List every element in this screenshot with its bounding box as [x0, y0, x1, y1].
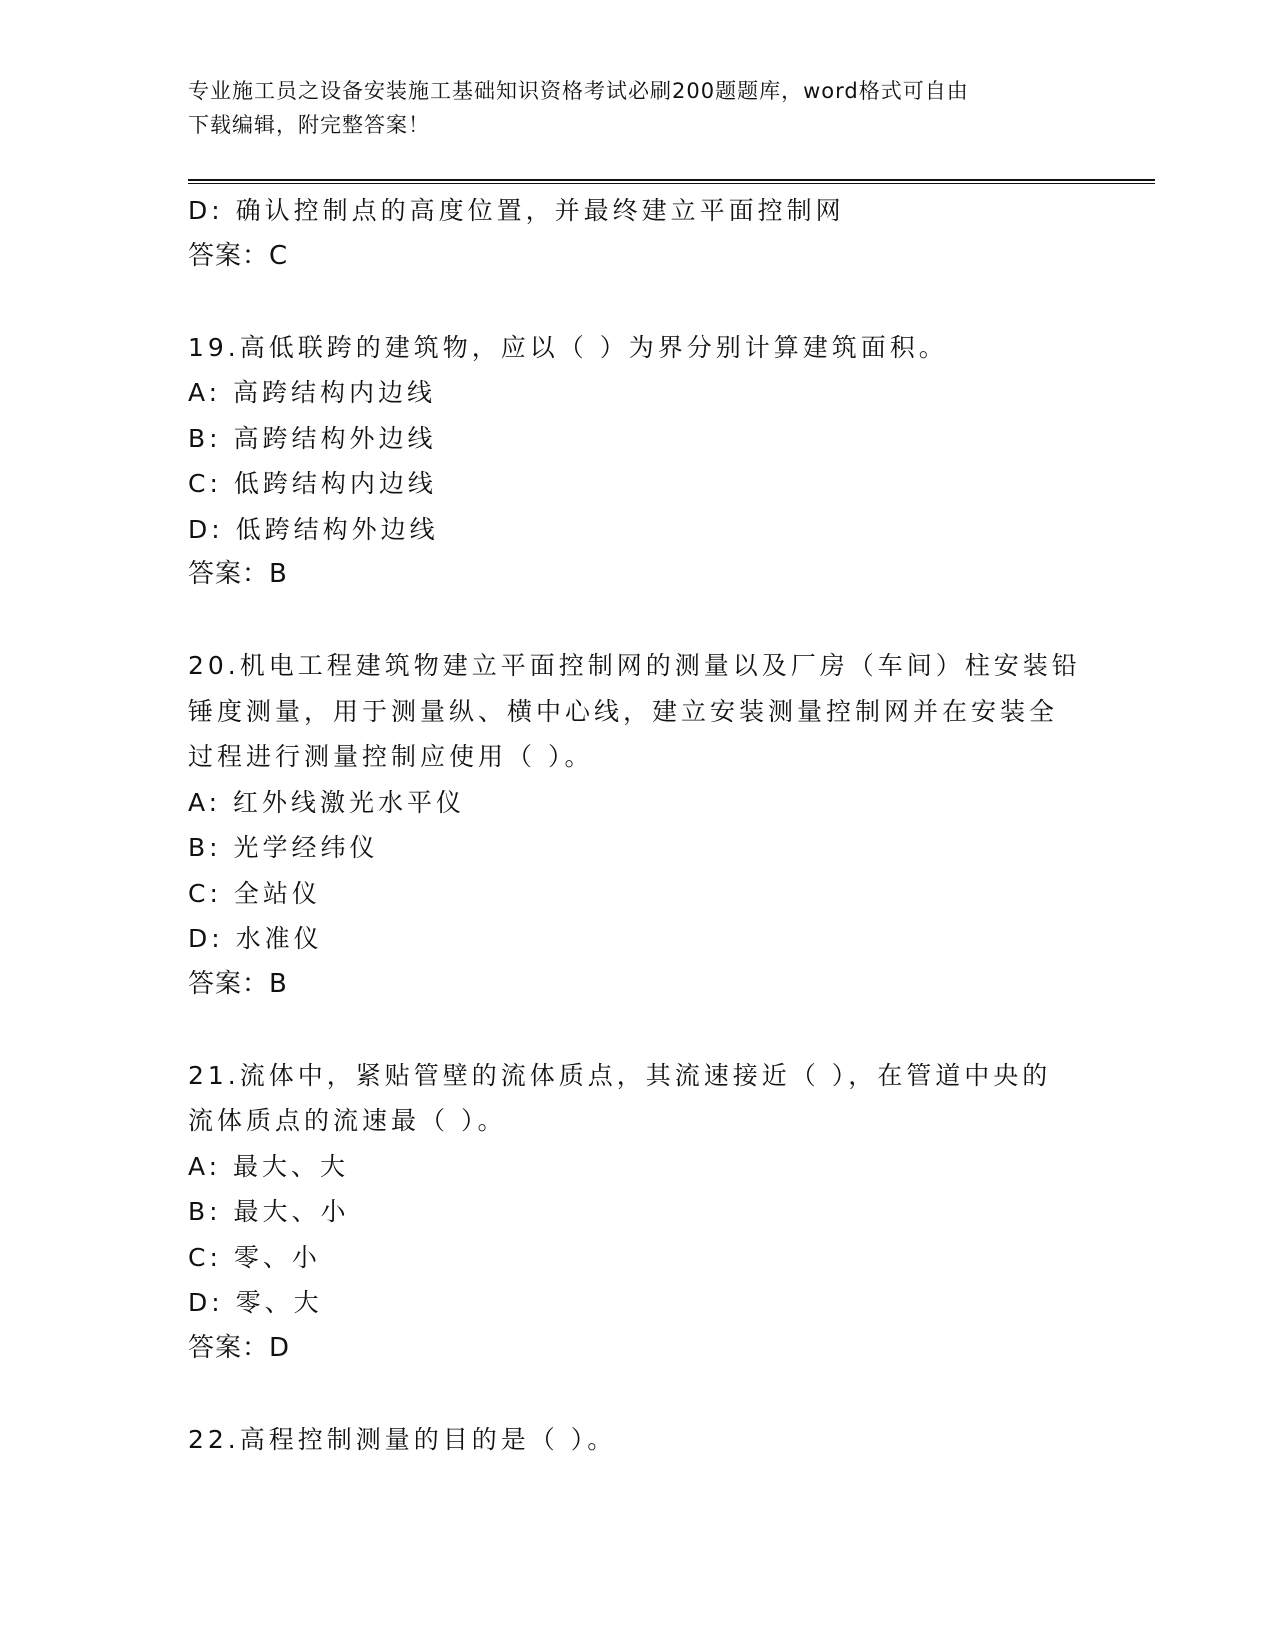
option-a: A: 最大、大	[188, 1151, 350, 1181]
header-title-line-2: 下载编辑，附完整答案！	[188, 113, 430, 137]
header-divider-thin	[188, 183, 1155, 184]
option-c: C: 低跨结构内边线	[188, 469, 437, 498]
option-b: B: 光学经纬仪	[188, 833, 379, 862]
question-spacer	[188, 279, 1088, 325]
question-stem-line-1: 20.机电工程建筑物建立平面控制网的测量以及厂房（车间）柱安装铅	[188, 651, 1081, 680]
header-title-line-1: 专业施工员之设备安装施工基础知识资格考试必刷200题题库，word格式可自由	[188, 79, 969, 103]
document-header	[188, 74, 1068, 142]
question-stem-line-2: 锤度测量，用于测量纵、横中心线，建立安装测量控制网并在安装全	[188, 696, 1059, 726]
option-c: C: 零、小	[188, 1242, 321, 1272]
question-spacer	[188, 1007, 1088, 1053]
answer-line: 答案：C	[188, 240, 289, 271]
option-d: D: 低跨结构外边线	[188, 514, 439, 544]
question-19	[188, 325, 1088, 598]
answer-line: 答案：D	[188, 1332, 291, 1363]
option-d: D: 确认控制点的高度位置，并最终建立平面控制网	[188, 196, 845, 225]
option-b: B: 高跨结构外边线	[188, 423, 437, 453]
question-spacer	[188, 1371, 1088, 1417]
question-stem: 19.高低联跨的建筑物，应以（ ）为界分别计算建筑面积。	[188, 332, 948, 362]
question-stem-line-3: 过程进行测量控制应使用（ ）。	[188, 742, 594, 771]
question-22	[188, 1417, 1088, 1463]
header-divider-thick	[188, 179, 1155, 181]
answer-line: 答案：B	[188, 559, 288, 589]
answer-line: 答案：B	[188, 968, 288, 999]
option-b: B: 最大、小	[188, 1197, 350, 1226]
option-d: D: 水准仪	[188, 924, 323, 953]
option-c: C: 全站仪	[188, 878, 321, 908]
question-18	[188, 188, 1088, 279]
option-a: A: 高跨结构内边线	[188, 378, 437, 407]
question-list	[188, 188, 1088, 1462]
option-a: A: 红外线激光水平仪	[188, 787, 466, 817]
question-spacer	[188, 598, 1088, 644]
question-stem: 22.高程控制测量的目的是（ ）。	[188, 1424, 617, 1454]
question-20	[188, 643, 1088, 1007]
question-stem-line-1: 21.流体中，紧贴管壁的流体质点，其流速接近（ ），在管道中央的	[188, 1060, 1052, 1090]
question-stem-line-2: 流体质点的流速最（ ）。	[188, 1106, 507, 1135]
question-21	[188, 1053, 1088, 1372]
option-d: D: 零、大	[188, 1288, 323, 1317]
